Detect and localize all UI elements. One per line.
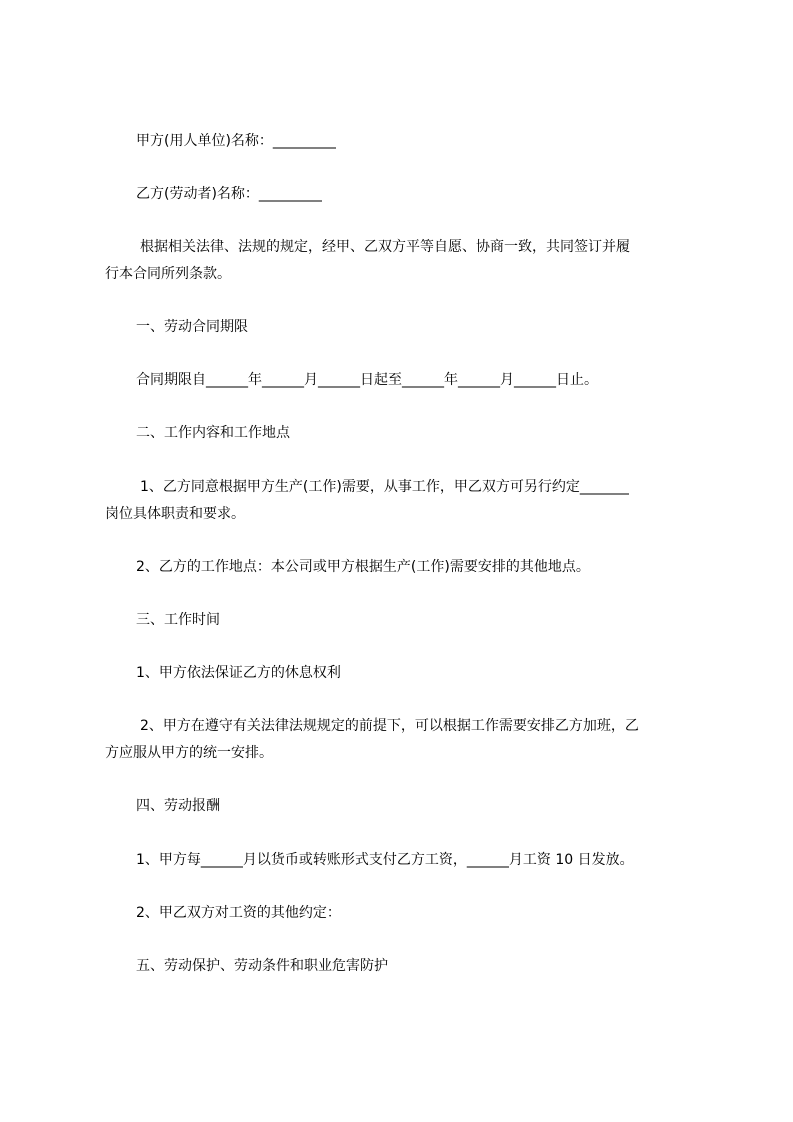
section-4-heading: 四、劳动报酬 bbox=[136, 798, 220, 814]
section-1-heading: 一、劳动合同期限 bbox=[136, 319, 248, 335]
work-content-line-2: 岗位具体职责和要求。 bbox=[105, 506, 245, 522]
overtime-line-1: 2、甲方在遵守有关法律法规规定的前提下，可以根据工作需要安排乙方加班，乙 bbox=[140, 718, 639, 734]
wage-other-line: 2、甲乙双方对工资的其他约定： bbox=[136, 905, 341, 921]
section-3-heading: 三、工作时间 bbox=[136, 612, 220, 628]
party-a-name-line: 甲方(用人单位)名称：_________ bbox=[136, 133, 336, 149]
party-b-name-line: 乙方(劳动者)名称：_________ bbox=[136, 186, 322, 202]
contract-term-line: 合同期限自______年______月______日起至______年______月______日止。 bbox=[136, 372, 598, 388]
preamble-line-2: 行本合同所列条款。 bbox=[105, 266, 231, 282]
work-content-line-1: 1、乙方同意根据甲方生产(工作)需要，从事工作，甲乙双方可另行约定_______ bbox=[140, 479, 629, 495]
overtime-line-2: 方应服从甲方的统一安排。 bbox=[105, 745, 273, 761]
rest-rights-line: 1、甲方依法保证乙方的休息权利 bbox=[136, 665, 341, 681]
work-location-line: 2、乙方的工作地点：本公司或甲方根据生产(工作)需要安排的其他地点。 bbox=[136, 559, 590, 575]
wage-payment-line: 1、甲方每______月以货币或转账形式支付乙方工资，______月工资 10 日发放。 bbox=[136, 852, 634, 868]
section-5-heading: 五、劳动保护、劳动条件和职业危害防护 bbox=[136, 958, 388, 974]
preamble-line-1: 根据相关法律、法规的规定，经甲、乙双方平等自愿、协商一致，共同签订并履 bbox=[140, 239, 630, 255]
section-2-heading: 二、工作内容和工作地点 bbox=[136, 425, 290, 441]
